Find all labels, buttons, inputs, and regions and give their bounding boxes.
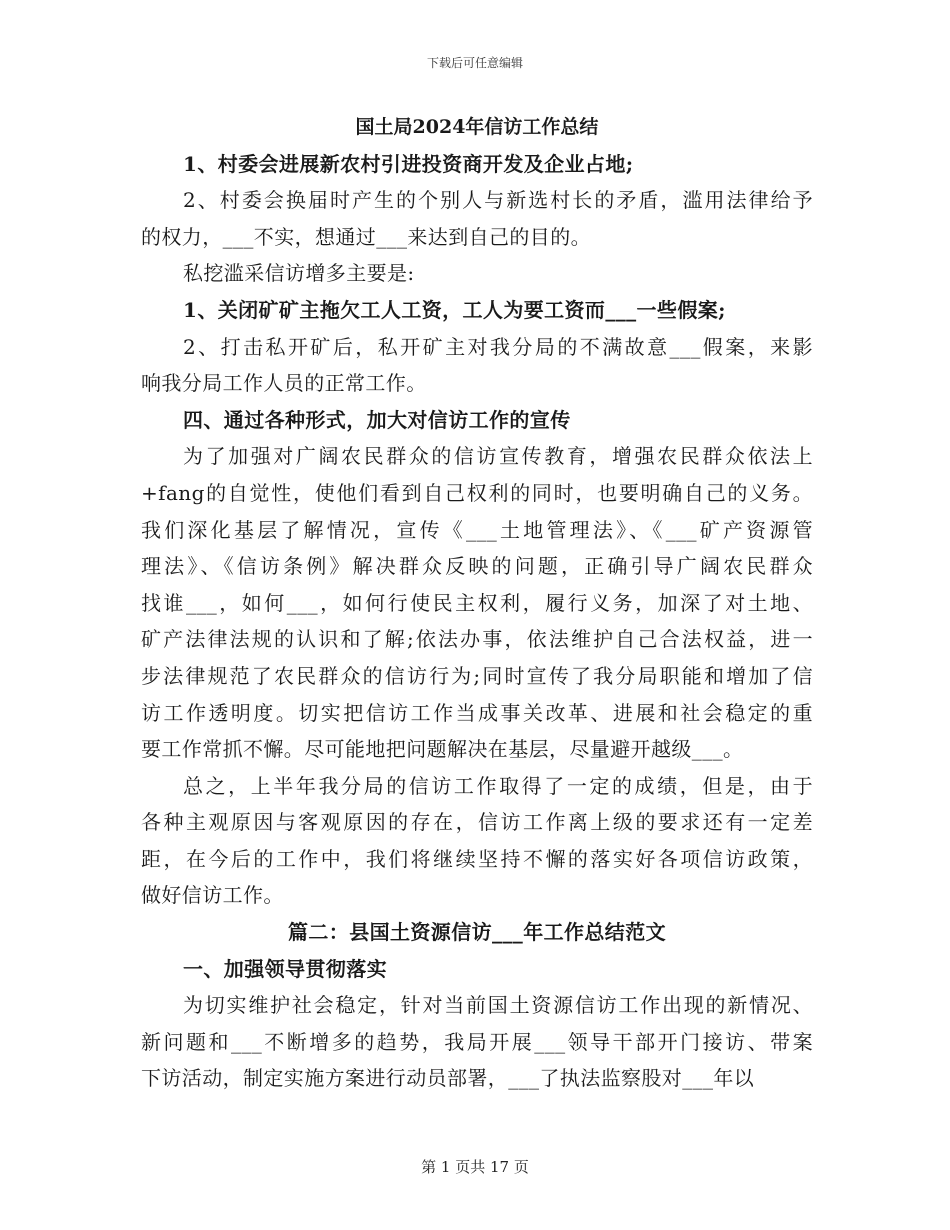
text-line: 理法》、《信访条例》解决群众反映的问题，正确引导广阔农民群众 [141, 554, 813, 579]
text-line: 1、关闭矿矿主拖欠工人工资，工人为要工资而___一些假案; [183, 297, 726, 322]
text-line: 1、村委会进展新农村引进投资商开发及企业占地; [183, 151, 634, 176]
text-line: 步法律规范了农民群众的信访行为;同时宣传了我分局职能和增加了信 [141, 663, 813, 688]
text-line: 找谁___，如何___，如何行使民主权利，履行义务，加深了对土地、 [141, 590, 813, 615]
page-footer: 第 1 页共 17 页 [421, 1158, 529, 1176]
text-line: 下访活动，制定实施方案进行动员部署，___了执法监察股对___年以 [141, 1066, 755, 1091]
document-body [141, 109, 813, 1097]
document-title: 国土局2024年信访工作总结 [355, 116, 599, 138]
text-line: +fang的自觉性，使他们看到自己权利的同时，也要明确自己的义务。 [141, 480, 813, 505]
text-line: 总之，上半年我分局的信访工作取得了一定的成绩，但是，由于 [183, 773, 813, 798]
text-line: 为切实维护社会稳定，针对当前国土资源信访工作出现的新情况、 [183, 993, 813, 1018]
section-heading: 一、加强领导贯彻落实 [183, 956, 387, 981]
text-line: 私挖滥采信访增多主要是: [183, 261, 415, 286]
text-line: 为了加强对广阔农民群众的信访宣传教育，增强农民群众依法上 [183, 444, 813, 469]
section-heading: 四、通过各种形式，加大对信访工作的宣传 [183, 407, 571, 432]
page-header: 下载后可任意编辑 [426, 56, 523, 70]
section-title: 篇二：县国土资源信访___年工作总结范文 [288, 920, 666, 945]
text-line: 响我分局工作人员的正常工作。 [141, 371, 427, 396]
text-line: 的权力，___不实，想通过___来达到自己的目的。 [141, 224, 591, 249]
text-line: 距，在今后的工作中，我们将继续坚持不懈的落实好各项信访政策， [141, 846, 813, 871]
text-line: 2、打击私开矿后，私开矿主对我分局的不满故意___假案，来影 [183, 334, 813, 359]
text-line: 2、村委会换届时产生的个别人与新选村长的矛盾，滥用法律给予 [183, 188, 813, 213]
text-line: 矿产法律法规的认识和了解;依法办事，依法维护自己合法权益，进一 [141, 627, 813, 652]
text-line: 做好信访工作。 [141, 883, 284, 908]
text-line: 新问题和___不断增多的趋势，我局开展___领导干部开门接访、带案 [141, 1029, 813, 1054]
text-line: 访工作透明度。切实把信访工作当成事关改革、进展和社会稳定的重 [141, 700, 813, 725]
text-line: 各种主观原因与客观原因的存在，信访工作离上级的要求还有一定差 [141, 810, 813, 835]
text-line: 要工作常抓不懈。尽可能地把问题解决在基层，尽量避开越级___。 [141, 737, 744, 762]
text-line: 我们深化基层了解情况，宣传《___土地管理法》、《___矿产资源管 [141, 517, 813, 542]
